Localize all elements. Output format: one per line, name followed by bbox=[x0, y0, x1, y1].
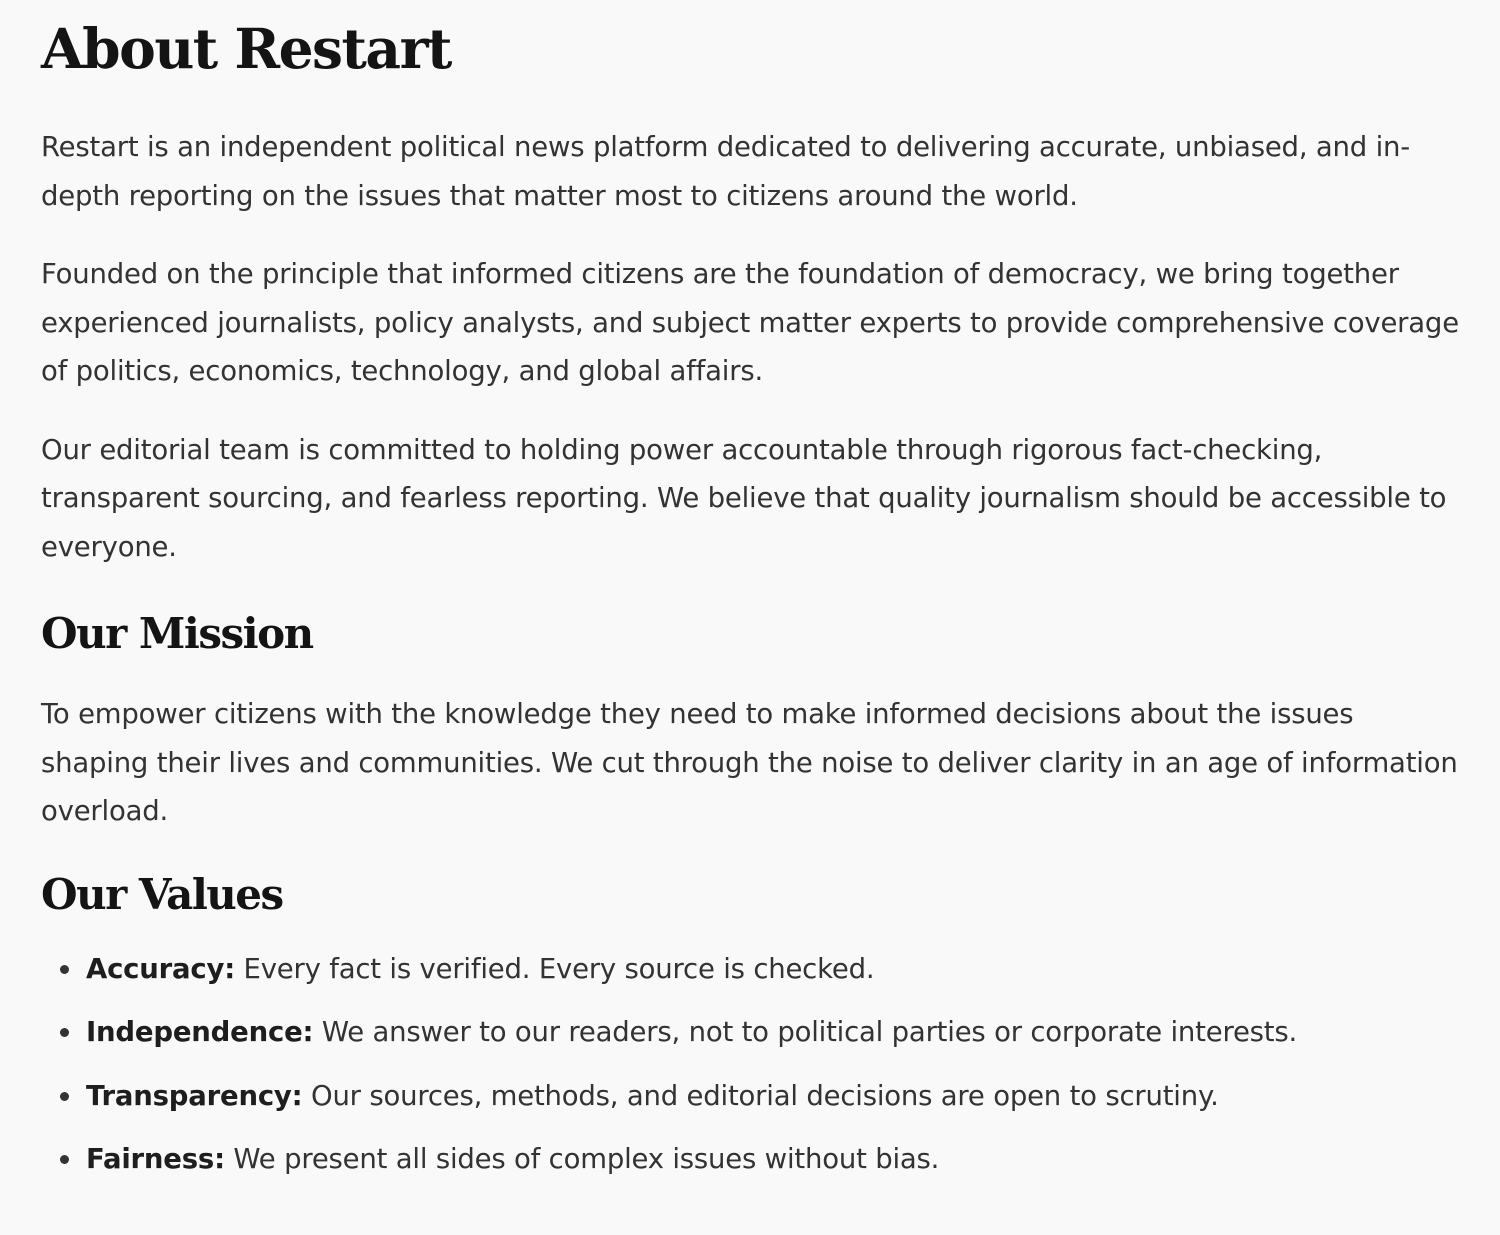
intro-section bbox=[41, 123, 1460, 571]
bullet-dot-icon bbox=[60, 1092, 69, 1101]
bullet-dot-icon bbox=[60, 1155, 69, 1164]
intro-paragraph: Founded on the principle that informed citizens are the foundation of democracy, we bring together experienced journalists, policy analysts, and subject matter experts to provide comprehensive coverage of politics, economics, technology, and global affairs. bbox=[41, 258, 1459, 387]
value-item-fairness bbox=[41, 1139, 1460, 1179]
value-description: Our sources, methods, and editorial decisions are open to scrutiny. bbox=[302, 1079, 1219, 1112]
value-term: Transparency: bbox=[86, 1079, 303, 1112]
mission-paragraph: To empower citizens with the knowledge they need to make informed decisions about the issues shaping their lives and communities. We cut through the noise to deliver clarity in an age of information overload. bbox=[41, 698, 1458, 827]
bullet-dot-icon bbox=[60, 965, 69, 974]
value-description: We answer to our readers, not to political parties or corporate interests. bbox=[313, 1016, 1298, 1048]
intro-paragraph: Our editorial team is committed to holding power accountable through rigorous fact-checking, transparent sourcing, and fearless reporting. We believe that quality journalism should be accessible to everyone. bbox=[41, 433, 1447, 563]
value-term: Independence: bbox=[86, 1016, 314, 1048]
value-item-transparency bbox=[41, 1076, 1460, 1116]
value-term: Accuracy: bbox=[86, 952, 236, 985]
mission-heading: Our Mission bbox=[41, 609, 313, 658]
value-item-accuracy bbox=[41, 949, 1460, 989]
value-term: Fairness: bbox=[86, 1143, 225, 1175]
bullet-dot-icon bbox=[60, 1028, 69, 1037]
values-list bbox=[41, 949, 1460, 1180]
values-heading: Our Values bbox=[41, 869, 283, 919]
page-title: About Restart bbox=[41, 16, 451, 81]
value-description: We present all sides of complex issues without bias. bbox=[224, 1143, 940, 1175]
intro-paragraph: Restart is an independent political news platform dedicated to delivering accurate, unbiased, and in-depth reporting on the issues that matter most to citizens around the world. bbox=[41, 131, 1410, 212]
value-item-independence bbox=[41, 1012, 1460, 1052]
value-description: Every fact is verified. Every source is checked. bbox=[235, 952, 875, 985]
